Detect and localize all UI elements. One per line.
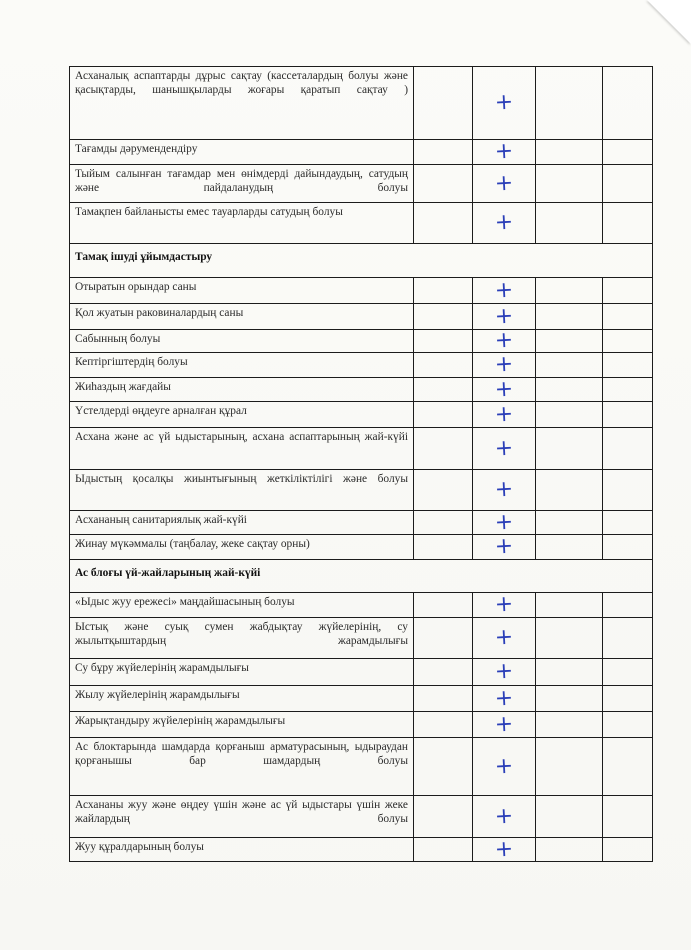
- handwritten-plus-mark: +: [494, 658, 514, 685]
- mark-cell: [473, 140, 536, 165]
- empty-cell: [603, 618, 653, 659]
- empty-cell: [536, 165, 603, 203]
- empty-cell: [603, 511, 653, 535]
- empty-cell: [414, 140, 473, 165]
- criterion-text: Асханалық аспаптарды дұрыс сақтау (кассеталардың болуы және қасықтарды, шанышқыларды жоғары қаратып сақтау ): [70, 67, 414, 140]
- empty-cell: [414, 796, 473, 838]
- empty-cell: [536, 686, 603, 712]
- empty-cell: [603, 593, 653, 618]
- empty-cell: [536, 428, 603, 470]
- checklist-row: [70, 402, 653, 428]
- empty-cell: [536, 378, 603, 402]
- handwritten-plus-mark: +: [494, 435, 514, 461]
- criterion-text: Ас блоктарында шамдарда қорғаныш арматурасының, ыдыраудан қорғанышы бар шамдардың болуы: [70, 738, 414, 796]
- empty-cell: [603, 470, 653, 511]
- checklist-row: [70, 618, 653, 659]
- mark-cell: [473, 712, 536, 738]
- empty-cell: [536, 67, 603, 140]
- mark-cell: [473, 428, 536, 470]
- empty-cell: [603, 738, 653, 796]
- mark-cell: [473, 203, 536, 244]
- handwritten-plus-mark: +: [494, 327, 514, 354]
- handwritten-plus-mark: +: [494, 303, 514, 329]
- handwritten-plus-mark: +: [494, 591, 514, 618]
- criterion-text: Ыдыстың қосалқы жиынтығының жеткіліктілігі және болуы: [70, 470, 414, 511]
- empty-cell: [414, 618, 473, 659]
- checklist-row: [70, 712, 653, 738]
- empty-cell: [603, 838, 653, 862]
- checklist-row: [70, 140, 653, 165]
- empty-cell: [603, 402, 653, 428]
- section-row: [70, 560, 653, 593]
- empty-cell: [536, 796, 603, 838]
- checklist-row: [70, 470, 653, 511]
- empty-cell: [603, 140, 653, 165]
- handwritten-plus-mark: +: [494, 209, 514, 236]
- criterion-text: Ыстық және суық сумен жабдықтау жүйелерінің, су жылытқыштардың жарамдылығы: [70, 618, 414, 659]
- empty-cell: [414, 165, 473, 203]
- empty-cell: [414, 203, 473, 244]
- mark-cell: [473, 327, 536, 354]
- empty-cell: [414, 353, 473, 378]
- checklist-row: [70, 330, 653, 353]
- checklist-row: [70, 593, 653, 618]
- empty-cell: [414, 67, 473, 140]
- empty-cell: [536, 712, 603, 738]
- section-heading: Тамақ ішуді ұйымдастыру: [70, 244, 653, 278]
- checklist-row: [70, 304, 653, 330]
- handwritten-plus-mark: +: [494, 753, 514, 779]
- handwritten-plus-mark: +: [494, 170, 514, 196]
- empty-cell: [414, 304, 473, 330]
- empty-cell: [536, 402, 603, 428]
- handwritten-plus-mark: +: [494, 138, 514, 165]
- mark-cell: [473, 304, 536, 330]
- empty-cell: [603, 278, 653, 304]
- empty-cell: [603, 353, 653, 378]
- empty-cell: [536, 511, 603, 535]
- empty-cell: [536, 304, 603, 330]
- empty-cell: [414, 470, 473, 511]
- checklist-row: [70, 165, 653, 203]
- empty-cell: [536, 353, 603, 378]
- handwritten-plus-mark: +: [494, 476, 514, 503]
- checklist-row: [70, 796, 653, 838]
- empty-cell: [603, 659, 653, 686]
- checklist-row: [70, 511, 653, 535]
- empty-cell: [414, 330, 473, 353]
- empty-cell: [414, 535, 473, 560]
- handwritten-plus-mark: +: [494, 376, 514, 402]
- criterion-text: Кептіргіштердің болуы: [70, 353, 414, 378]
- empty-cell: [536, 738, 603, 796]
- mark-cell: [473, 738, 536, 796]
- empty-cell: [414, 402, 473, 428]
- section-row: [70, 244, 653, 278]
- mark-cell: [473, 470, 536, 511]
- criterion-text: Жуу құралдарының болуы: [70, 838, 414, 862]
- empty-cell: [603, 67, 653, 140]
- empty-cell: [414, 378, 473, 402]
- empty-cell: [414, 712, 473, 738]
- empty-cell: [536, 330, 603, 353]
- handwritten-plus-mark: +: [494, 624, 514, 651]
- empty-cell: [414, 511, 473, 535]
- handwritten-plus-mark: +: [494, 711, 514, 737]
- mark-cell: [473, 353, 536, 378]
- checklist-row: [70, 535, 653, 560]
- criterion-text: Асхана және ас үй ыдыстарының, асхана аспаптарының жай-күйі: [70, 428, 414, 470]
- empty-cell: [603, 378, 653, 402]
- empty-cell: [414, 659, 473, 686]
- empty-cell: [414, 686, 473, 712]
- empty-cell: [536, 140, 603, 165]
- checklist-row: [70, 838, 653, 862]
- empty-cell: [603, 796, 653, 838]
- empty-cell: [414, 838, 473, 862]
- handwritten-plus-mark: +: [494, 533, 514, 560]
- mark-cell: [473, 165, 536, 203]
- empty-cell: [414, 428, 473, 470]
- checklist-row: [70, 203, 653, 244]
- handwritten-plus-mark: +: [494, 509, 514, 535]
- handwritten-plus-mark: +: [494, 401, 514, 427]
- checklist-row: [70, 278, 653, 304]
- criterion-text: Сабынның болуы: [70, 330, 414, 353]
- checklist-row: [70, 659, 653, 686]
- criterion-text: Жарықтандыру жүйелерінің жарамдылығы: [70, 712, 414, 738]
- criterion-text: Жылу жүйелерінің жарамдылығы: [70, 686, 414, 712]
- empty-cell: [536, 593, 603, 618]
- mark-cell: [473, 402, 536, 428]
- mark-cell: [473, 618, 536, 659]
- empty-cell: [536, 838, 603, 862]
- handwritten-plus-mark: +: [494, 89, 514, 116]
- handwritten-plus-mark: +: [494, 836, 514, 862]
- mark-cell: [473, 511, 536, 535]
- section-heading: Ас блоғы үй-жайларының жай-күйі: [70, 560, 653, 593]
- criterion-text: Тыйым салынған тағамдар мен өнімдерді дайындаудың, сатудың және пайдаланудың болуы: [70, 165, 414, 203]
- handwritten-plus-mark: +: [494, 277, 514, 303]
- empty-cell: [536, 618, 603, 659]
- criterion-text: Жинау мүкәммалы (таңбалау, жеке сақтау орны): [70, 535, 414, 560]
- checklist-row: [70, 686, 653, 712]
- mark-cell: [473, 593, 536, 618]
- checklist-row: [70, 378, 653, 402]
- mark-cell: [473, 535, 536, 560]
- criterion-text: Асхананың санитариялық жай-күйі: [70, 511, 414, 535]
- checklist-row: [70, 353, 653, 378]
- handwritten-plus-mark: +: [494, 685, 514, 711]
- criterion-text: «Ыдыс жуу ережесі» маңдайшасының болуы: [70, 593, 414, 618]
- empty-cell: [603, 712, 653, 738]
- criterion-text: Отыратын орындар саны: [70, 278, 414, 304]
- empty-cell: [536, 535, 603, 560]
- empty-cell: [603, 304, 653, 330]
- empty-cell: [603, 686, 653, 712]
- mark-cell: [473, 67, 536, 140]
- empty-cell: [603, 428, 653, 470]
- empty-cell: [414, 278, 473, 304]
- empty-cell: [414, 738, 473, 796]
- checklist-row: [70, 67, 653, 140]
- empty-cell: [603, 165, 653, 203]
- criterion-text: Тамақпен байланысты емес тауарларды сатудың болуы: [70, 203, 414, 244]
- empty-cell: [603, 203, 653, 244]
- criterion-text: Су бұру жүйелерінің жарамдылығы: [70, 659, 414, 686]
- criterion-text: Асхананы жуу және өңдеу үшін және ас үй ыдыстары үшін жеке жайлардың болуы: [70, 796, 414, 838]
- criterion-text: Тағамды дәрумендендіру: [70, 140, 414, 165]
- empty-cell: [536, 470, 603, 511]
- folded-corner: [647, 0, 691, 44]
- empty-cell: [603, 535, 653, 560]
- empty-cell: [536, 278, 603, 304]
- handwritten-plus-mark: +: [494, 803, 514, 829]
- checklist-row: [70, 738, 653, 796]
- criterion-text: Жиһаздың жағдайы: [70, 378, 414, 402]
- empty-cell: [603, 330, 653, 353]
- empty-cell: [414, 593, 473, 618]
- mark-cell: [473, 659, 536, 686]
- empty-cell: [536, 203, 603, 244]
- mark-cell: [473, 686, 536, 712]
- criterion-text: Үстелдерді өңдеуге арналған құрал: [70, 402, 414, 428]
- mark-cell: [473, 278, 536, 304]
- criterion-text: Қол жуатын раковиналардың саны: [70, 304, 414, 330]
- checklist-row: [70, 428, 653, 470]
- mark-cell: [473, 796, 536, 838]
- mark-cell: [473, 838, 536, 862]
- mark-cell: [473, 378, 536, 402]
- empty-cell: [536, 659, 603, 686]
- handwritten-plus-mark: +: [494, 351, 514, 378]
- checklist-table: [69, 66, 653, 862]
